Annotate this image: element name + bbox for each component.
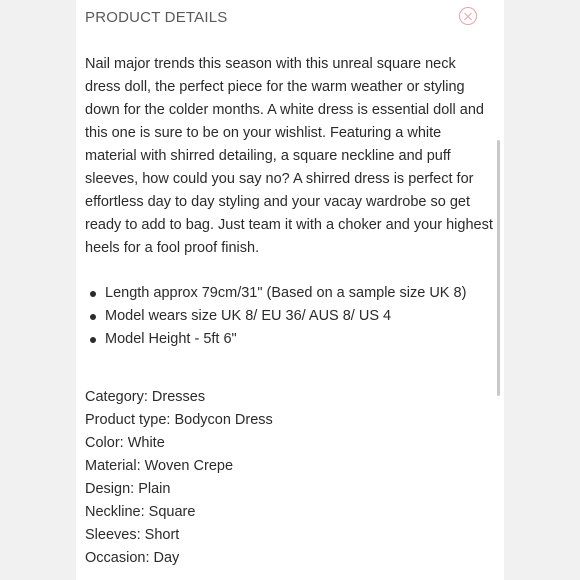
spec-model-height: Model Height - 5ft 6" xyxy=(85,328,495,351)
product-attributes xyxy=(85,386,495,570)
attribute-color: Color: White xyxy=(85,435,165,451)
spec-length: Length approx 79cm/31" (Based on a sample size UK 8) xyxy=(85,282,495,305)
attribute-product-type: Product type: Bodycon Dress xyxy=(85,412,273,428)
attribute-neckline: Neckline: Square xyxy=(85,504,196,520)
attribute-design: Design: Plain xyxy=(85,481,171,497)
spec-model-size: Model wears size UK 8/ EU 36/ AUS 8/ US 4 xyxy=(85,305,495,328)
attribute-category: Category: Dresses xyxy=(85,389,206,405)
scrollbar-thumb[interactable] xyxy=(497,140,500,396)
attribute-occasion: Occasion: Day xyxy=(85,550,180,566)
close-circle-icon[interactable] xyxy=(459,7,477,25)
attribute-sleeves: Sleeves: Short xyxy=(85,527,180,543)
product-details-content xyxy=(85,53,495,570)
product-description: Nail major trends this season with this unreal square neck dress doll, the perfect piece for the warm weather or styling down for the colder months. A white dress is essential doll and this one is sure to be on your wishlist. Featuring a white material with shirred detailing, a square neckline and puff sleeves, how could you say no? A shirred dress is perfect for effortless day to day styling and your vacay wardrobe so get ready to add to bag. Just team it with a choker and your highest heels for a fool proof finish. xyxy=(85,56,493,256)
panel-title: PRODUCT DETAILS xyxy=(85,9,228,26)
product-details-panel xyxy=(76,0,504,580)
attribute-material: Material: Woven Crepe xyxy=(85,458,234,474)
product-specs-list xyxy=(85,282,495,351)
